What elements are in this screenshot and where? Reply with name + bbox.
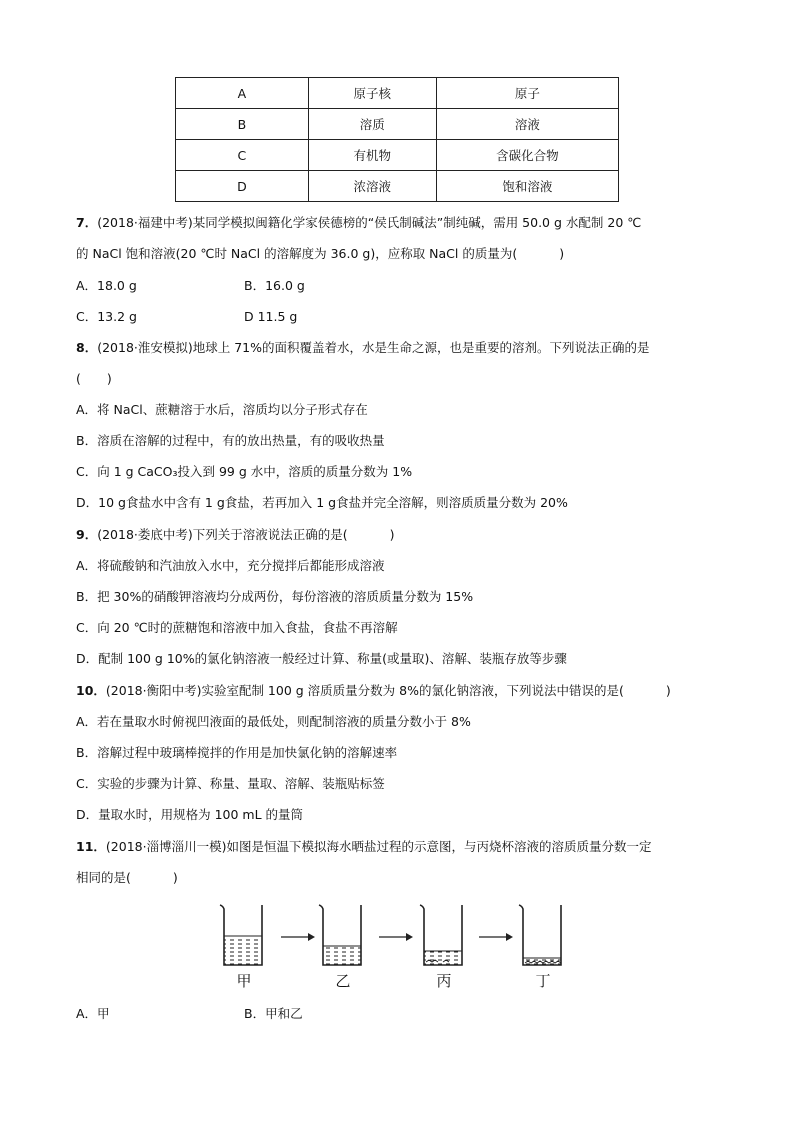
- question-10-stem: [76, 682, 671, 699]
- beaker-ding: [519, 905, 561, 965]
- answer-paren-close: ): [172, 870, 178, 885]
- option-c: C．向 1 g CaCO₃投入到 99 g 水中，溶质的质量分数为 1%: [76, 464, 413, 479]
- table-cell: 溶液: [436, 109, 618, 140]
- option-d: D．量取水时，用规格为 100 mL 的量筒: [76, 807, 304, 822]
- option-b: B．16.0 g: [244, 278, 305, 293]
- question-11-stem: [76, 838, 651, 855]
- beaker-yi: [319, 905, 361, 965]
- options-table: [175, 77, 619, 202]
- table-row: [176, 78, 619, 109]
- table-row: [176, 171, 619, 202]
- option-c: C．向 20 ℃时的蔗糖饱和溶液中加入食盐，食盐不再溶解: [76, 620, 398, 635]
- question-text: 某同学模拟闽籍化学家侯德榜的“侯氏制碱法”制纯碱，需用 50.0 g 水配制 20 ℃: [192, 215, 642, 230]
- arrow-icon: [479, 933, 513, 941]
- beaker-label: 甲: [236, 972, 252, 990]
- beaker-label: 乙: [335, 972, 351, 990]
- option-b: B．甲和乙: [244, 1006, 303, 1021]
- question-7-stem: [76, 214, 641, 231]
- option-d: D 11.5 g: [244, 309, 298, 324]
- option-d: D．10 g食盐水中含有 1 g食盐，若再加入 1 g食盐并完全溶解，则溶质质量分数为 20%: [76, 495, 568, 510]
- arrow-icon: [281, 933, 315, 941]
- table-cell: 有机物: [308, 140, 436, 171]
- question-text: 相同的是(: [76, 870, 131, 885]
- option-a: A．将 NaCl、蔗糖溶于水后，溶质均以分子形式存在: [76, 402, 368, 417]
- question-7-stem-line2: [76, 245, 564, 262]
- option-a: A．若在量取水时俯视凹液面的最低处，则配制溶液的质量分数小于 8%: [76, 714, 471, 729]
- table-cell: 含碳化合物: [436, 140, 618, 171]
- question-number: 9．: [76, 527, 98, 542]
- option-c: C．13.2 g: [76, 309, 137, 324]
- beaker-bing: [420, 905, 462, 965]
- table-cell: D: [176, 171, 309, 202]
- question-text: 下列关于溶液说法正确的是(: [192, 527, 348, 542]
- table-cell: 浓溶液: [308, 171, 436, 202]
- option-d: D．配制 100 g 10%的氯化钠溶液一般经过计算、称量(或量取)、溶解、装瓶存放等步骤: [76, 651, 567, 666]
- question-text: 地球上 71%的面积覆盖着水，水是生命之源，也是重要的溶剂。下列说法正确的是: [192, 340, 650, 355]
- beaker-jia: [220, 905, 262, 965]
- question-number: 8．: [76, 340, 98, 355]
- question-number: 7．: [76, 215, 98, 230]
- beaker-label: 丁: [535, 972, 551, 990]
- question-8-stem: [76, 339, 650, 356]
- question-8-stem-line2: [76, 370, 112, 387]
- table-row: [176, 109, 619, 140]
- question-text: 如图是恒温下模拟海水晒盐过程的示意图，与丙烧杯溶液的溶质质量分数一定: [226, 839, 652, 854]
- option-a: A．18.0 g: [76, 278, 137, 293]
- table-row: [176, 140, 619, 171]
- answer-paren-close: ): [665, 683, 671, 698]
- answer-paren-close: ): [106, 371, 112, 386]
- question-source: (2018·福建中考): [97, 215, 193, 230]
- option-a: A．甲: [76, 1006, 110, 1021]
- option-b: B．溶质在溶解的过程中，有的放出热量，有的吸收热量: [76, 433, 385, 448]
- option-b: B．溶解过程中玻璃棒搅拌的作用是加快氯化钠的溶解速率: [76, 745, 398, 760]
- question-number: 10．: [76, 683, 106, 698]
- answer-paren-close: ): [559, 246, 565, 261]
- question-text: 实验室配制 100 g 溶质质量分数为 8%的氯化钠溶液，下列说法中错误的是(: [201, 683, 624, 698]
- table-cell: 溶质: [308, 109, 436, 140]
- table-cell: 原子核: [308, 78, 436, 109]
- beaker-label: 丙: [436, 972, 452, 990]
- question-9-stem: [76, 526, 395, 543]
- question-source: (2018·淮安模拟): [97, 340, 193, 355]
- answer-paren-open: (: [76, 371, 81, 386]
- answer-paren-close: ): [389, 527, 395, 542]
- table-cell: C: [176, 140, 309, 171]
- question-source: (2018·娄底中考): [97, 527, 193, 542]
- question-source: (2018·衡阳中考): [105, 683, 202, 698]
- option-b: B．把 30%的硝酸钾溶液均分成两份，每份溶液的溶质质量分数为 15%: [76, 589, 474, 604]
- table-cell: 原子: [436, 78, 618, 109]
- question-text: 的 NaCl 饱和溶液(20 ℃时 NaCl 的溶解度为 36.0 g)，应称取 NaCl 的质量为(: [76, 246, 518, 261]
- table-cell: A: [176, 78, 309, 109]
- question-number: 11．: [76, 839, 106, 854]
- option-c: C．实验的步骤为计算、称量、量取、溶解、装瓶贴标签: [76, 776, 385, 791]
- question-source: (2018·淄博淄川一模): [105, 839, 227, 854]
- table-cell: 饱和溶液: [436, 171, 618, 202]
- question-11-stem-line2: [76, 869, 178, 886]
- option-a: A．将硫酸钠和汽油放入水中，充分搅拌后都能形成溶液: [76, 558, 385, 573]
- beaker-figure: [213, 898, 573, 998]
- arrow-icon: [379, 933, 413, 941]
- table-cell: B: [176, 109, 309, 140]
- beakers-diagram: [213, 898, 573, 970]
